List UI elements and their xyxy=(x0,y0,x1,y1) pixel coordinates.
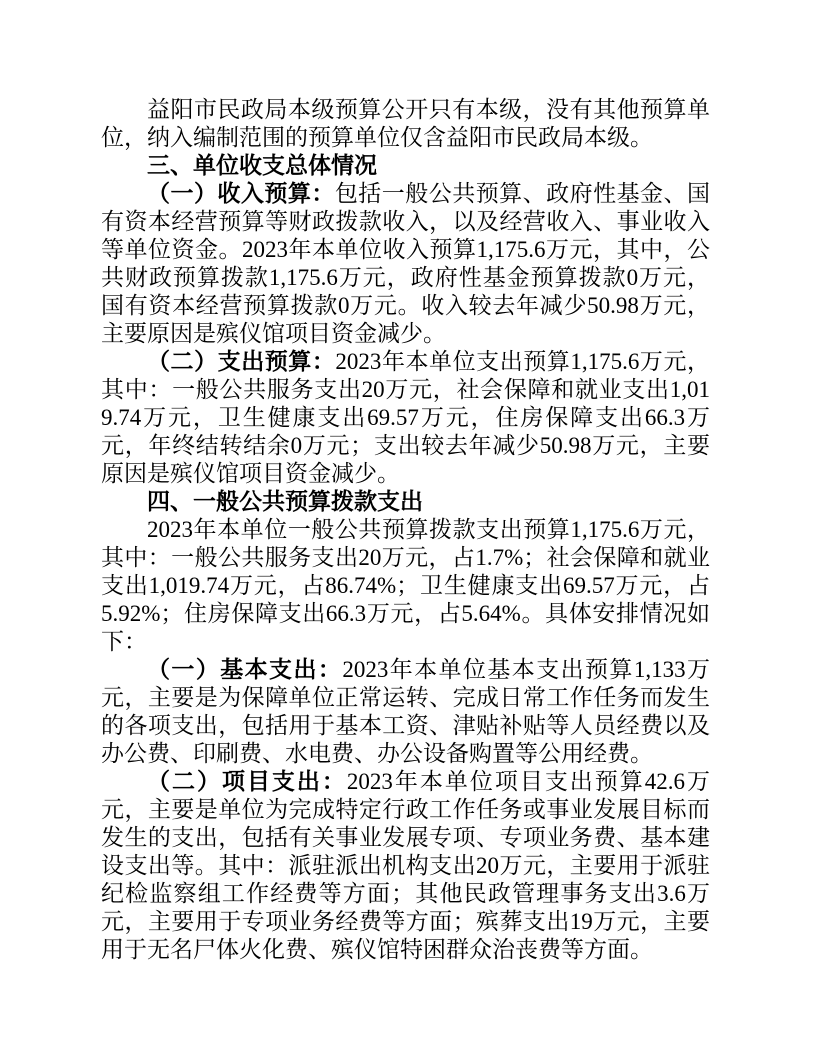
paragraph-income-budget xyxy=(101,180,710,348)
paragraph-general-public-budget xyxy=(101,516,710,656)
paragraph-basic-expenditure-text: 2023年本单位基本支出预算1,133万元，主要是为保障单位正常运转、完成日常工作任务而发生的各项支出，包括用于基本工资、津贴补贴等人员经费以及办公费、印刷费、水电费、办公设备购置等公用经费。 xyxy=(101,657,711,766)
heading-section-three xyxy=(101,152,710,180)
document-body xyxy=(101,96,710,964)
paragraph-scope-text: 益阳市民政局本级预算公开只有本级，没有其他预算单位，纳入编制范围的预算单位仅含益阳市民政局本级。 xyxy=(101,97,710,150)
paragraph-general-public-budget-text: 2023年本单位一般公共预算拨款支出预算1,175.6万元，其中：一般公共服务支出20万元，占1.7%；社会保障和就业支出1,019.74万元，占86.74%；卫生健康支出69.57万元，占5.92%；住房保障支出66.3万元，占5.64%。具体安排情况如下： xyxy=(101,517,710,654)
paragraph-project-expenditure-text: 2023年本单位项目支出预算42.6万元，主要是单位为完成特定行政工作任务或事业发展目标而发生的支出，包括有关事业发展专项、专项业务费、基本建设支出等。其中：派驻派出机构支出20万元，主要用于派驻纪检监察组工作经费等方面；其他民政管理事务支出3.6万元，主要用于专项业务经费等方面；殡葬支出19万元，主要用于无名尸体火化费、殡仪馆特困群众治丧费等方面。 xyxy=(101,769,711,962)
paragraph-expenditure-budget xyxy=(101,348,710,488)
paragraph-project-expenditure xyxy=(101,768,710,964)
paragraph-income-budget-lead: （一）收入预算： xyxy=(147,181,335,206)
heading-section-four-text: 四、一般公共预算拨款支出 xyxy=(147,489,423,514)
heading-section-three-text: 三、单位收支总体情况 xyxy=(147,153,377,178)
paragraph-expenditure-budget-lead: （二）支出预算： xyxy=(147,349,336,374)
paragraph-income-budget-text: 包括一般公共预算、政府性基金、国有资本经营预算等财政拨款收入，以及经营收入、事业收入等单位资金。2023年本单位收入预算1,175.6万元，其中，公共财政预算拨款1,175.6万元，政府性基金预算拨款0万元，国有资本经营预算拨款0万元。收入较去年减少50.98万元，主要原因是殡仪馆项目资金减少。 xyxy=(101,181,711,346)
paragraph-basic-expenditure xyxy=(101,656,710,768)
paragraph-project-expenditure-lead: （二）项目支出： xyxy=(147,769,347,794)
paragraph-scope xyxy=(101,96,710,152)
paragraph-expenditure-budget-text: 2023年本单位支出预算1,175.6万元，其中：一般公共服务支出20万元，社会保障和就业支出1,019.74万元，卫生健康支出69.57万元，住房保障支出66.3万元，年终结转结余0万元；支出较去年减少50.98万元，主要原因是殡仪馆项目资金减少。 xyxy=(101,349,711,486)
heading-section-four xyxy=(101,488,710,516)
paragraph-basic-expenditure-lead: （一）基本支出： xyxy=(147,657,343,682)
